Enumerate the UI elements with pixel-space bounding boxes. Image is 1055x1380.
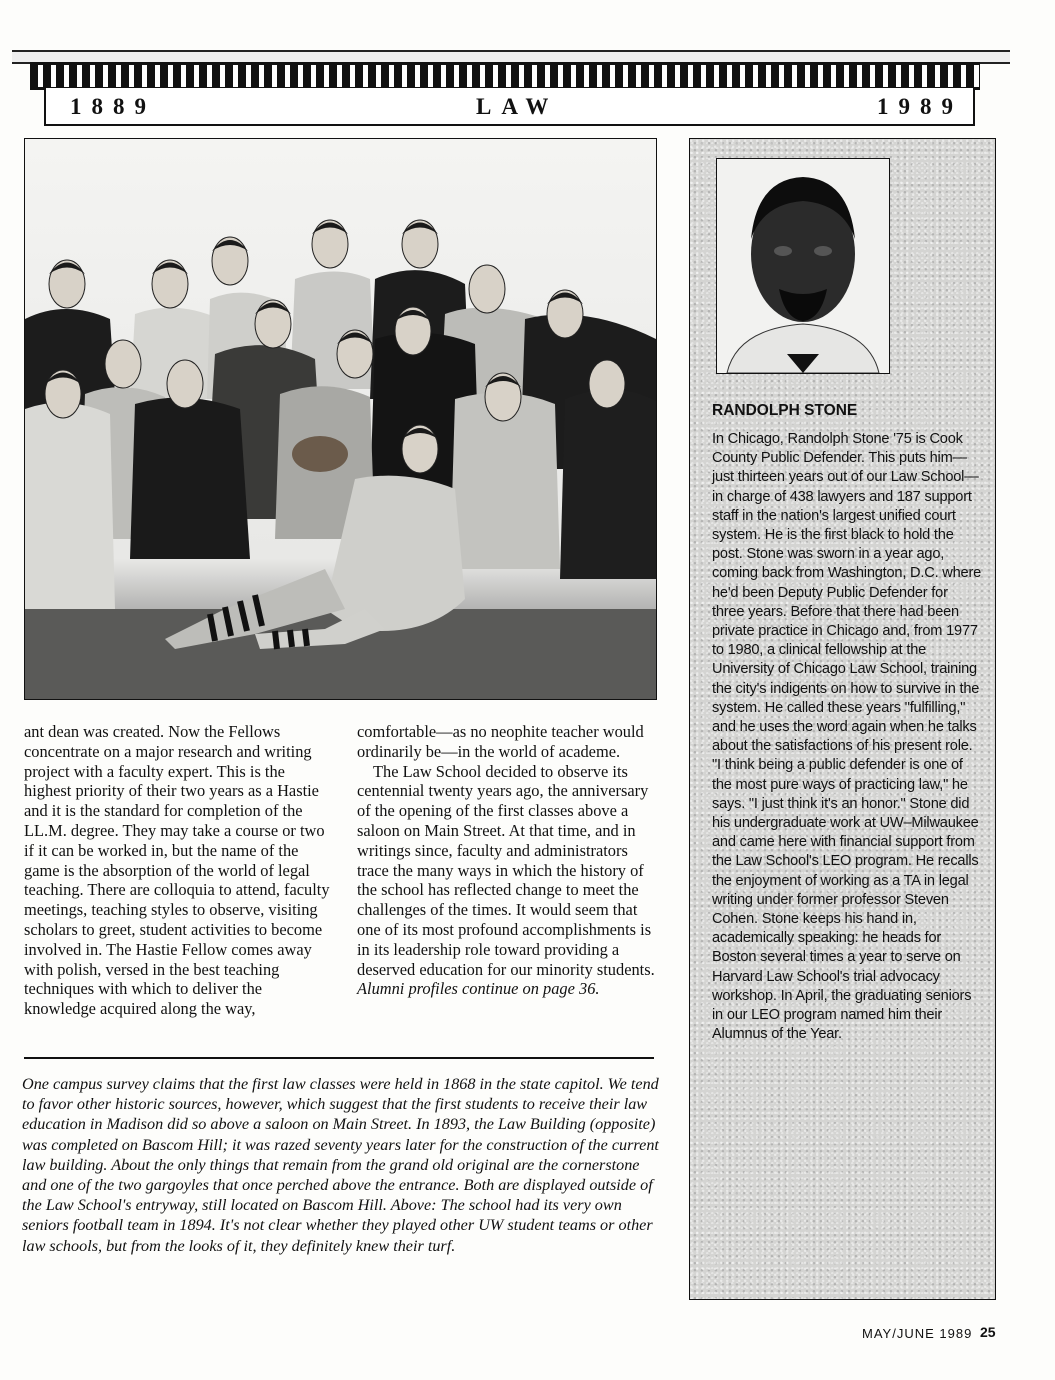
column-left-paragraph: ant dean was created. Now the Fellows concentrate on a major research and writing project with a faculty expert. This is the highest priority of their two years as a Hastie and it is the standard for completion of the LL.M. degree. They may take a course or two if it can be worked in, but the name of the game is the absorption of the world of legal teaching. There are colloquia to attend, faculty meetings, teaching styles to observe, visiting scholars to greet, student activities to become involved in. The Hastie Fellow comes away with polish, versed in the best teaching techniques with which to deliver the knowledge acquired along the way, — [24, 722, 330, 1019]
photo-caption: One campus survey claims that the first law classes were held in 1868 in the state capitol. We tend to favor other historic sources, however, which suggest that the first students to receive their law education in Madison did so above a saloon on Main Street. In 1893, the Law Building (opposite) was completed on Bascom Hill; it was razed seventy years later for the construction of the current law building. About the only things that remain from the grand old original are the cornerstone and one of the two gargoyles that once perched above the entrance. Both are displayed outside of the Law School's entryway, still located on Bascom Hill. Above: The school had its very own seniors football team in 1894. It's not clear whether they played other UW student teams or other law schools, but from the looks of it, they definitely knew their turf. — [22, 1075, 659, 1255]
header-title: LAW — [476, 94, 559, 119]
body-column-right — [357, 722, 662, 999]
profile-title: RANDOLPH STONE — [712, 402, 858, 419]
issue-date: MAY/JUNE 1989 — [862, 1326, 973, 1341]
header-year-start: 1889 — [70, 94, 156, 119]
profile-text: In Chicago, Randolph Stone '75 is Cook County Public Defender. This puts him—just thirteen years out of our Law School—in charge of 438 lawyers and 187 support staff in the nation's largest unified court system. He is the first black to hold the post. Stone was sworn in a year ago, coming back from Washington, D.C. where he'd been Deputy Public Defender for three years. Before that there had been private practice in Chicago and, from 1977 to 1980, a clinical fellowship at the University of Chicago Law School, training the city's indigents on how to survive in the system. He called these years "fulfilling," and he uses the word again when he talks about the satisfactions of his present role. "I think being a public defender is one of the most pure ways of practicing law," he says. "I just think it's an honor." Stone did his undergraduate work at UW–Milwaukee and came here with financial support from the Law School's LEO program. He recalls the enjoyment of working as a TA in legal writing under former professor Steven Cohen. Stone keeps his hand in, academically speaking: he heads for Boston several times a year to serve on Harvard Law School's trial advocacy workshop. In April, the graduating seniors in our LEO program named him their Alumnus of the Year. — [712, 431, 982, 1043]
continued-note: Alumni profiles continue on page 36. — [357, 979, 600, 999]
football-team-photo — [24, 138, 657, 700]
page-number: 25 — [980, 1324, 996, 1340]
header-dentil-molding — [30, 62, 980, 90]
randolph-stone-portrait — [716, 158, 890, 374]
column-right-paragraph-1: comfortable—as no neophite teacher would ordinarily be—in the world of academe. — [357, 722, 644, 761]
header-year-end: 1989 — [877, 94, 963, 119]
column-right-paragraph-2: The Law School decided to observe its centennial twenty years ago, the anniversary of the opening of the first classes above a saloon on Main Street. At that time, and in writings since, faculty and administrators trace the many ways in which the history of the school has reflected change to meet the challenges of the times. It would seem that one of its most profound accomplishments is in its leadership role toward providing a deserved education for our minority students. — [357, 761, 655, 979]
caption-divider — [24, 1057, 654, 1059]
body-column-left — [24, 722, 334, 1019]
